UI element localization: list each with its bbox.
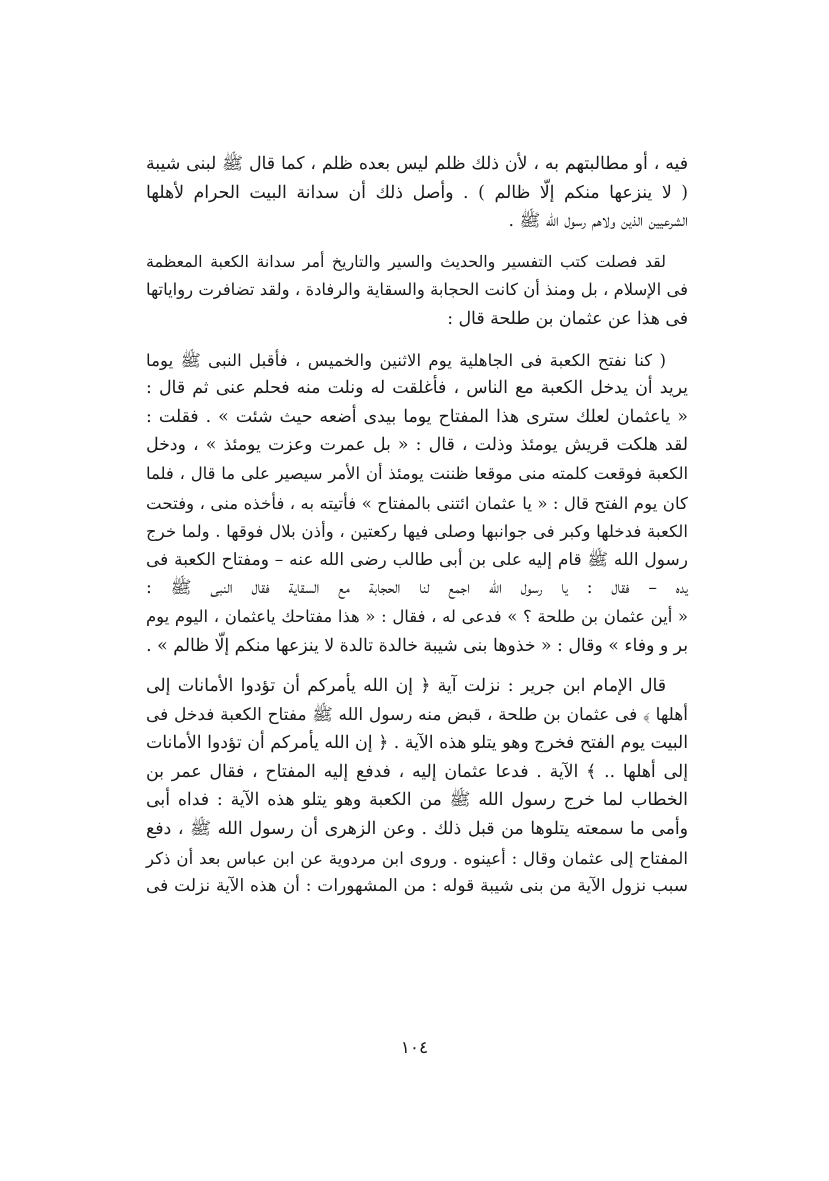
- page-body: [146, 150, 688, 913]
- text-line: الكعبة فوقعت كلمته منى موقعا ظننت يومئذ أن الأمر سيصير على ما قال ، فلما: [146, 463, 688, 483]
- text-line: ( لا ينزعها منكم إلّا ظالم ) . وأصل ذلك أن سدانة البيت الحرام لأهلها: [146, 182, 688, 203]
- text-line: رسول الله ﷺ قام إليه على بن أبى طالب رضى الله عنه – ومفتاح الكعبة فى: [146, 549, 688, 570]
- text-line: بر و وفاء » وقال : « خذوها بنى شيبة خالدة تالدة لا ينزعها منكم إلّا ظالم » .: [146, 635, 688, 656]
- page-number: ١٠٤: [400, 1038, 429, 1058]
- text-line: الكعبة فدخلها وكبر فى جوانبها وصلى فيها ركعتين ، وأذن بلال فوقها . ولما خرج: [146, 521, 688, 542]
- text-line: أهلها ﴾ فى عثمان بن طلحة ، قبض منه رسول الله ﷺ مفتاح الكعبة فدخل فى: [146, 704, 688, 725]
- text-line: إلى أهلها .. ﴾ الآية . فدعا عثمان إليه ، فدفع إليه المفتاح ، فقال عمر بن: [146, 761, 688, 782]
- text-line: الخطاب لما خرج رسول الله ﷺ من الكعبة وهو يتلو هذه الآية : فداه أبى: [146, 790, 688, 811]
- text-line: فيه ، أو مطالبتهم به ، لأن ذلك ظلم ليس بعده ظلم ، كما قال ﷺ لبنى شيبة: [146, 154, 688, 174]
- text-line: وأمى ما سمعته يتلوها من قبل ذلك . وعن الزهرى أن رسول الله ﷺ ، دفع: [146, 819, 688, 840]
- text-line: فى هذا عن عثمان بن طلحة قال :: [447, 308, 688, 329]
- paragraph-2: [146, 248, 688, 334]
- text-line: « ياعثمان لعلك سترى هذا المفتاح يوما بيدى أضعه حيث شئت » . فقلت :: [146, 406, 688, 427]
- text-line: يريد أن يدخل الكعبة مع الناس ، فأغلقت له ونلت منه فحلم عنى ثم قال :: [146, 378, 688, 399]
- text-line: لقد فصلت كتب التفسير والحديث والسير والتاريخ أمر سدانة الكعبة المعظمة: [146, 251, 666, 271]
- text-line: يده – فقال : يا رسول الله اجمع لنا الحجابة مع السقاية فقال النبى ﷺ :: [146, 578, 688, 599]
- text-line: المفتاح إلى عثمان وقال : أعينوه . وروى ابن مردوية عن ابن عباس بعد أن ذكر: [146, 847, 688, 868]
- paragraph-4: [146, 672, 688, 901]
- text-line: ( كنا نفتح الكعبة فى الجاهلية يوم الاثنين والخميس ، فأقبل النبى ﷺ يوما: [146, 349, 666, 370]
- text-line: لقد هلكت قريش يومئذ وذلت ، قال : « بل عمرت وعزت يومئذ » ، ودخل: [146, 435, 688, 456]
- text-line: كان يوم الفتح قال : « يا عثمان ائتنى بالمفتاح » فأتيته به ، فأخذه منى ، وفتحت: [146, 492, 688, 513]
- text-line: الشرعيين الذين ولاهم رسول الله ﷺ .: [508, 211, 688, 232]
- paragraph-3: [146, 346, 688, 661]
- text-line: سبب نزول الآية من بنى شيبة قوله : من المشهورات : أن هذه الآية نزلت فى: [146, 876, 688, 897]
- paragraph-1: [146, 150, 688, 236]
- text-line: قال الإمام ابن جرير : نزلت آية ﴿ إن الله يأمركم أن تؤدوا الأمانات إلى: [146, 676, 666, 697]
- text-line: البيت يوم الفتح فخرج وهو يتلو هذه الآية . ﴿ إن الله يأمركم أن تؤدوا الأمانات: [146, 733, 688, 754]
- text-line: « أين عثمان بن طلحة ؟ » فدعى له ، فقال : « هذا مفتاحك ياعثمان ، اليوم يوم: [146, 606, 688, 626]
- text-line: فى الإسلام ، بل ومنذ أن كانت الحجابة والسقاية والرفادة ، ولقد تضافرت رواياتها: [146, 280, 688, 300]
